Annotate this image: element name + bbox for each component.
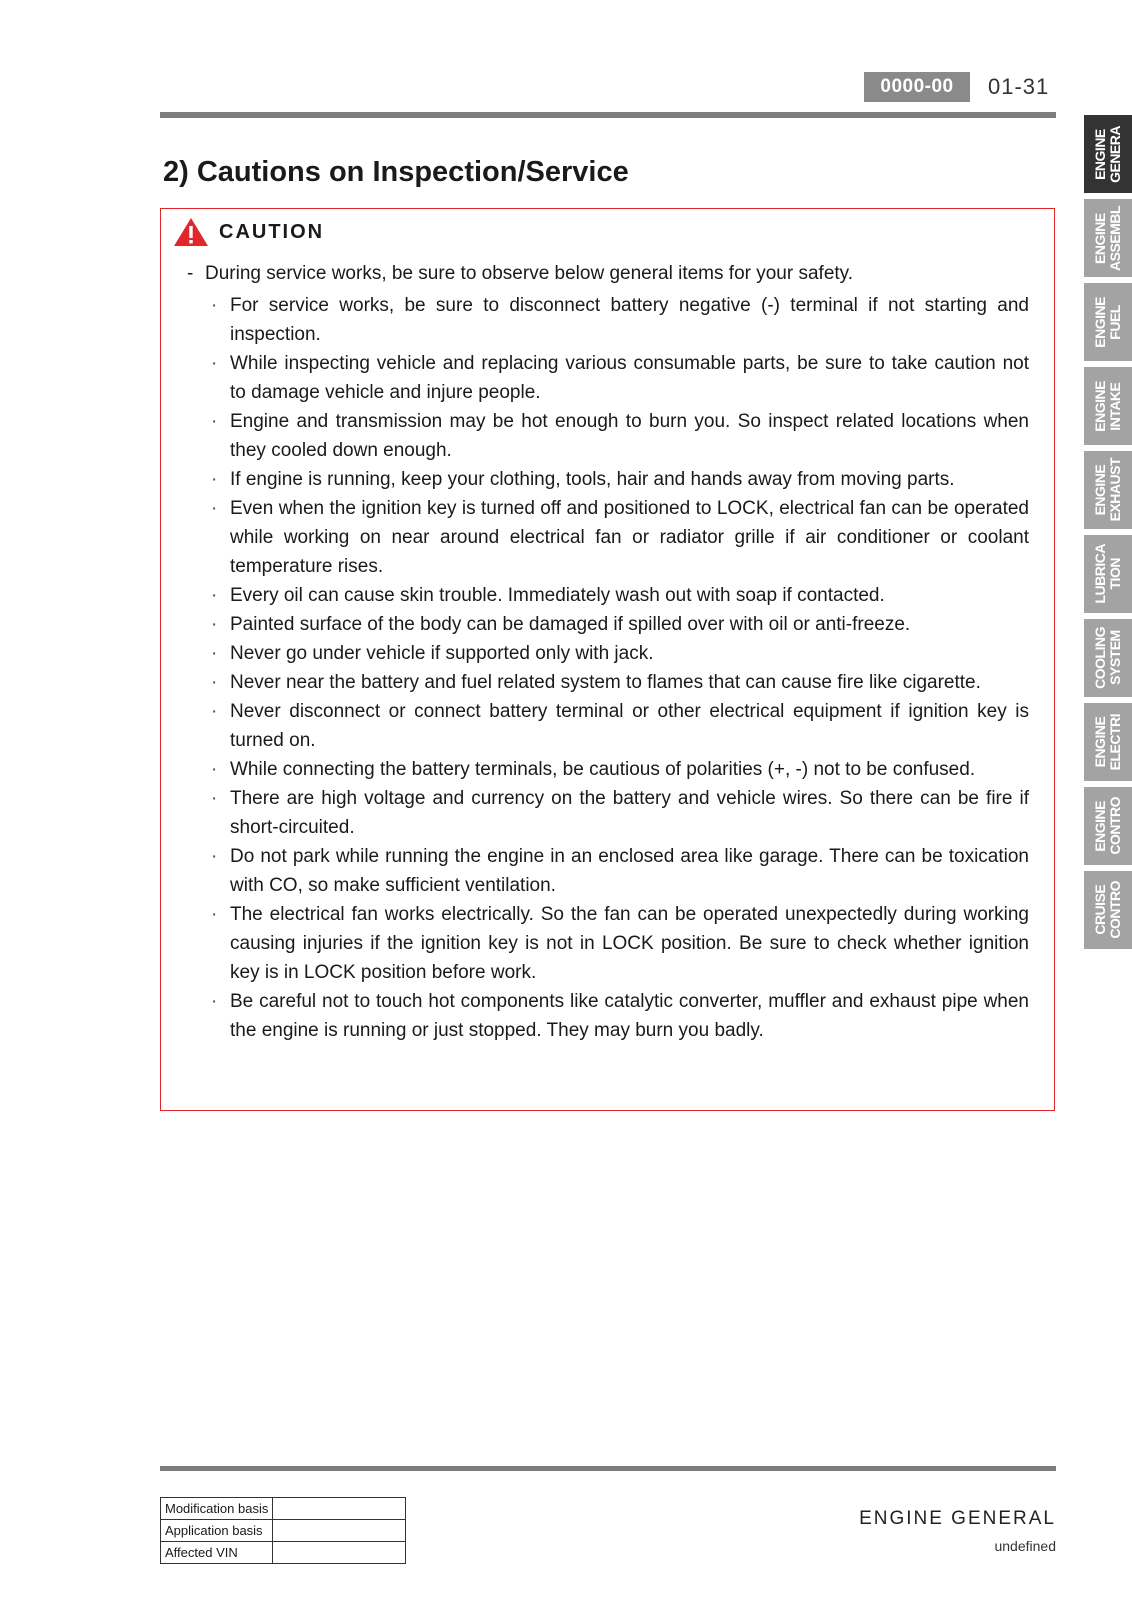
caution-item [211, 465, 1029, 494]
caution-item-text: Be careful not to touch hot components like catalytic converter, muffler and exhaust pipe when the engine is running or just stopped. They may burn you badly. [230, 991, 1029, 1041]
footer-section-title: ENGINE GENERAL [859, 1508, 1056, 1529]
chapter-tab-label: LUBRICA TION [1092, 544, 1123, 604]
bullet-dot: · [211, 904, 218, 925]
caution-item [211, 697, 1029, 755]
bullet-dot: · [211, 469, 218, 490]
modification-row [161, 1520, 406, 1542]
chapter-tab-label: ENGINE ASSEMBL [1092, 205, 1123, 271]
chapter-tab-label: ENGINE FUEL [1092, 296, 1123, 348]
caution-box [160, 208, 1055, 1111]
chapter-tab-label: ENGINE CONTRO [1092, 797, 1123, 855]
caution-item-text: While connecting the battery terminals, be cautious of polarities (+, -) not to be confused. [230, 759, 976, 780]
caution-item [211, 494, 1029, 581]
caution-item [211, 610, 1029, 639]
chapter-tab-label: CRUISE CONTRO [1092, 881, 1123, 939]
bullet-dot: · [211, 498, 218, 519]
caution-intro [187, 259, 1037, 288]
caution-label: CAUTION [219, 220, 325, 243]
caution-item-text: Never disconnect or connect battery terminal or other electrical equipment if ignition key is turned on. [230, 701, 1029, 751]
bullet-dot: · [211, 614, 218, 635]
intro-text: During service works, be sure to observe below general items for your safety. [205, 263, 854, 284]
bullet-dot: · [211, 353, 218, 374]
chapter-tab-label: ENGINE EXHAUST [1092, 458, 1123, 522]
modification-value [273, 1520, 406, 1542]
modification-row [161, 1542, 406, 1564]
caution-item-text: There are high voltage and currency on the battery and vehicle wires. So there can be fire if short-circuited. [230, 788, 1029, 838]
modification-value [273, 1542, 406, 1564]
caution-item-text: The electrical fan works electrically. So the fan can be operated unexpectedly during working causing injuries if the ignition key is not in LOCK position. Be sure to check whether ignition key is in LOCK position before work. [230, 904, 1029, 983]
caution-item [211, 842, 1029, 900]
bullet-dot: · [211, 295, 218, 316]
caution-item-text: Never go under vehicle if supported only with jack. [230, 643, 654, 664]
section-code-badge: 0000-00 [864, 72, 970, 102]
warning-triangle-icon [173, 217, 209, 247]
chapter-tab[interactable] [1084, 367, 1132, 445]
modification-label: Affected VIN [161, 1542, 273, 1564]
caution-item [211, 755, 1029, 784]
chapter-tab[interactable] [1084, 115, 1132, 193]
caution-item [211, 987, 1029, 1045]
chapter-tab-label: ENGINE ELECTRI [1092, 713, 1123, 771]
modification-value [273, 1498, 406, 1520]
caution-item [211, 639, 1029, 668]
caution-item [211, 784, 1029, 842]
caution-item-text: Every oil can cause skin trouble. Immediately wash out with soap if contacted. [230, 585, 885, 606]
bullet-dot: · [211, 672, 218, 693]
chapter-tab[interactable] [1084, 871, 1132, 949]
chapter-tab-label: COOLING SYSTEM [1092, 627, 1123, 689]
chapter-tab[interactable] [1084, 703, 1132, 781]
bullet-dot: · [211, 701, 218, 722]
chapter-tab[interactable] [1084, 787, 1132, 865]
bullet-dot: · [211, 846, 218, 867]
caution-list [211, 291, 1029, 1045]
caution-item-text: Do not park while running the engine in an enclosed area like garage. There can be toxication with CO, so make sufficient ventilation. [230, 846, 1029, 896]
footer-subtitle: undefined [994, 1538, 1056, 1554]
caution-item [211, 407, 1029, 465]
caution-item [211, 349, 1029, 407]
header-rule [160, 112, 1056, 118]
page-number: 01-31 [988, 74, 1050, 99]
chapter-tab[interactable] [1084, 451, 1132, 529]
caution-item-text: While inspecting vehicle and replacing various consumable parts, be sure to take caution not to damage vehicle and injure people. [230, 353, 1029, 403]
modification-label: Modification basis [161, 1498, 273, 1520]
bullet-dot: · [211, 643, 218, 664]
footer-rule [160, 1466, 1056, 1471]
caution-item-text: Never near the battery and fuel related system to flames that can cause fire like cigarette. [230, 672, 981, 693]
chapter-tab-label: ENGINE GENERA [1092, 125, 1123, 183]
bullet-dot: · [211, 759, 218, 780]
caution-item [211, 581, 1029, 610]
caution-item-text: If engine is running, keep your clothing, tools, hair and hands away from moving parts. [230, 469, 955, 490]
caution-item-text: For service works, be sure to disconnect battery negative (-) terminal if not starting and inspection. [230, 295, 1029, 345]
caution-item [211, 291, 1029, 349]
caution-header [173, 217, 324, 247]
chapter-tab-label: ENGINE INTAKE [1092, 380, 1123, 432]
page-title: 2) Cautions on Inspection/Service [163, 156, 629, 188]
modification-row [161, 1498, 406, 1520]
caution-item-text: Painted surface of the body can be damaged if spilled over with oil or anti-freeze. [230, 614, 911, 635]
bullet-dot: · [211, 788, 218, 809]
chapter-tab[interactable] [1084, 199, 1132, 277]
caution-item-text: Engine and transmission may be hot enough to burn you. So inspect related locations when they cooled down enough. [230, 411, 1029, 461]
caution-item [211, 900, 1029, 987]
modification-table [160, 1497, 406, 1564]
intro-dash: - [187, 263, 194, 284]
modification-label: Application basis [161, 1520, 273, 1542]
chapter-tab[interactable] [1084, 283, 1132, 361]
chapter-tab[interactable] [1084, 619, 1132, 697]
chapter-tab[interactable] [1084, 535, 1132, 613]
caution-item [211, 668, 1029, 697]
bullet-dot: · [211, 585, 218, 606]
bullet-dot: · [211, 991, 218, 1012]
bullet-dot: · [211, 411, 218, 432]
caution-item-text: Even when the ignition key is turned off and positioned to LOCK, electrical fan can be operated while working on near around electrical fan or radiator grille if air conditioner or coolant temperature rises. [230, 498, 1029, 577]
